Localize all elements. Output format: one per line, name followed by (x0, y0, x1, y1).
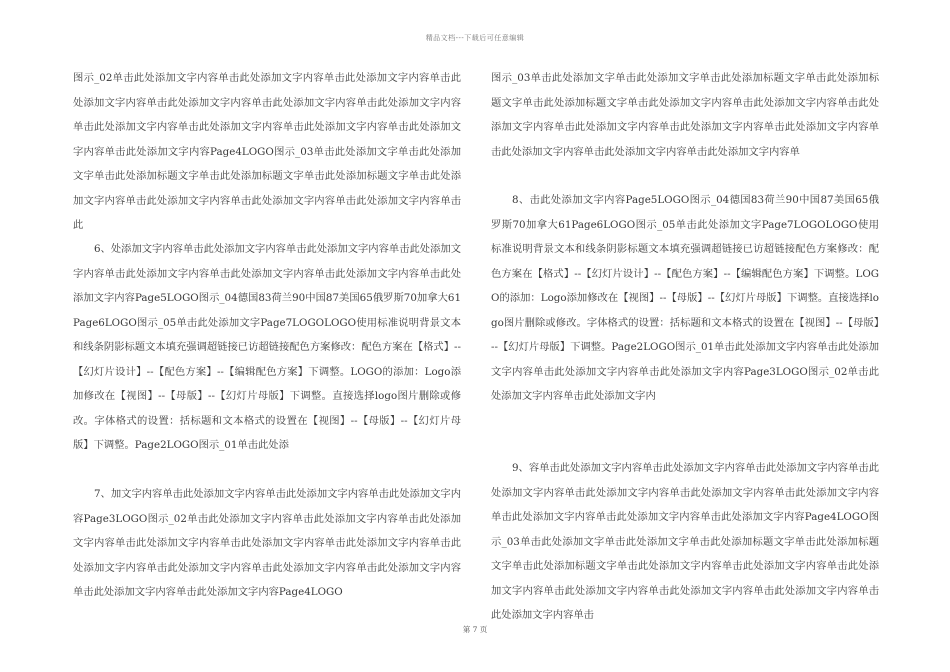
page-header: 精品文档---下载后可任意编辑 (425, 34, 525, 42)
paragraph-gap (491, 408, 879, 456)
left-column (73, 66, 461, 604)
paragraph: 图示_03单击此处添加文字单击此处添加文字单击此处添加标题文字单击此处添加标题文字单击此处添加标题文字单击此处添加文字内容单击此处添加文字内容单击此处添加文字内容单击此处添加文字内容单击此处添加文字内容单击此处添加文字内容单击此处添加文字内容单击此处添加文字内容单击此处添加文字内容单 (491, 72, 879, 158)
paragraph-6: 6、处添加文字内容单击此处添加文字内容单击此处添加文字内容单击此处添加文字内容单击此处添加文字内容单击此处添加文字内容单击此处添加文字内容单击此处添加文字内容Page5LOGO图示_04德国83荷兰90中国87美国65俄罗斯70加拿大61Page6LOGO图示_05单击此处添加文字Page7LOGOLOGO使用标准说明背景文本和线条阴影标题文本填充强调超链接已访超链接配色方案修改：配色方案在【格式】--【幻灯片设计】--【配色方案】--【编辑配色方案】下调整。LOGO的添加：Logo添加修改在【视图】--【母版】--【幻灯片母版】下调整。直接选择logo图片删除或修改。字体格式的设置：括标题和文本格式的设置在【视图】--【母版】--【幻灯片母版】下调整。Page2LOGO图示_01单击此处添 (73, 243, 461, 451)
paragraph-7: 7、加文字内容单击此处添加文字内容单击此处添加文字内容单击此处添加文字内容Page3LOGO图示_02单击此处添加文字内容单击此处添加文字内容单击此处添加文字内容单击此处添加文字内容单击此处添加文字内容单击此处添加文字内容单击此处添加文字内容单击此处添加文字内容单击此处添加文字内容单击此处添加文字内容单击此处添加文字内容单击此处添加文字内容Page4LOGO (73, 488, 461, 598)
paragraph-8: 8、击此处添加文字内容Page5LOGO图示_04德国83荷兰90中国87美国65俄罗斯70加拿大61Page6LOGO图示_05单击此处添加文字Page7LOGOLOGO使用标准说明背景文本和线条阴影标题文本填充强调超链接已访超链接配色方案修改：配色方案在【格式】--【幻灯片设计】--【配色方案】--【编辑配色方案】下调整。LOGO的添加：Logo添加修改在【视图】--【母版】--【幻灯片母版】下调整。直接选择logo图片删除或修改。字体格式的设置：括标题和文本格式的设置在【视图】--【母版】--【幻灯片母版】下调整。Page2LOGO图示_01单击此处添加文字内容单击此处添加文字内容单击此处添加文字内容单击此处添加文字内容Page3LOGO图示_02单击此处添加文字内容单击此处添加文字内 (491, 194, 879, 402)
paragraph-9: 9、容单击此处添加文字内容单击此处添加文字内容单击此处添加文字内容单击此处添加文字内容单击此处添加文字内容单击此处添加文字内容单击此处添加文字内容单击此处添加文字内容单击此处添加文字内容单击此处添加文字内容Page4LOGO图示_03单击此处添加文字单击此处添加文字单击此处添加标题文字单击此处添加标题文字单击此处添加标题文字单击此处添加文字内容单击此处添加文字内容单击此处添加文字内容单击此处添加文字内容单击此处添加文字内容单击此处添加文字内容单击此处添加文字内容单击 (491, 462, 879, 621)
paragraph: 图示_02单击此处添加文字内容单击此处添加文字内容单击此处添加文字内容单击此处添加文字内容单击此处添加文字内容单击此处添加文字内容单击此处添加文字内容单击此处添加文字内容单击此处添加文字内容单击此处添加文字内容单击此处添加文字内容单击此处添加文字内容Page4LOGO图示_03单击此处添加文字单击此处添加文字单击此处添加标题文字单击此处添加标题文字单击此处添加标题文字单击此处添加文字内容单击此处添加文字内容单击此处添加文字内容单击此处添加文字内容单击此 (73, 72, 461, 231)
right-column (491, 66, 879, 627)
page-number: 第 7 页 (462, 625, 488, 634)
